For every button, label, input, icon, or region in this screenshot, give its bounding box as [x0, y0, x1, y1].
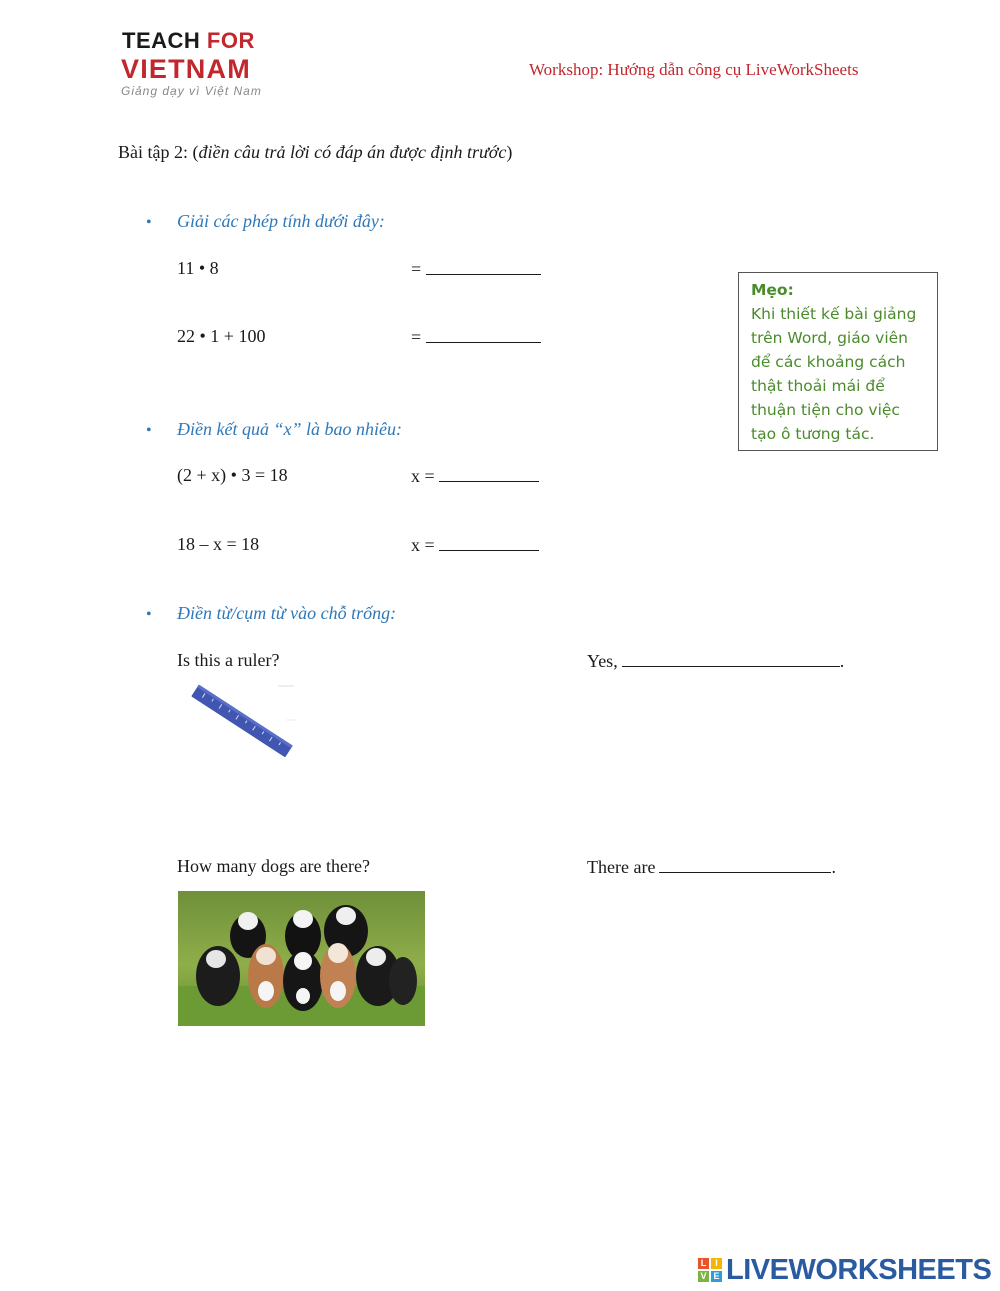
- answer-prefix: =: [411, 327, 422, 347]
- answer-row-1-1: [411, 258, 541, 280]
- tip-line: để các khoảng cách: [751, 353, 906, 371]
- answer-prefix: There are: [587, 857, 656, 877]
- bullet-2: •: [146, 422, 152, 439]
- liveworksheets-brand: LIVEWORKSHEETS: [726, 1253, 992, 1286]
- question-1-1: 11 • 8: [177, 258, 219, 278]
- section2-heading: Điền kết quả “x” là bao nhiêu:: [177, 419, 402, 439]
- dogs-photo: [178, 891, 425, 1026]
- grid-letter: V: [698, 1271, 709, 1282]
- question-3-2: How many dogs are there?: [177, 856, 370, 876]
- section3-heading: Điền từ/cụm từ vào chỗ trống:: [177, 603, 397, 623]
- answer-prefix: x =: [411, 535, 435, 555]
- answer-prefix: Yes,: [587, 651, 618, 671]
- answer-row-2-2: [411, 534, 539, 556]
- bullet-3: •: [146, 606, 152, 623]
- answer-row-1-2: [411, 326, 541, 348]
- answer-blank-1-2[interactable]: [426, 326, 541, 343]
- exercise-title: [118, 142, 512, 163]
- title-prefix: Bài tập 2: (: [118, 142, 199, 162]
- question-1-2: 22 • 1 + 100: [177, 326, 266, 346]
- tip-line: trên Word, giáo viên: [751, 329, 908, 347]
- tip-line: tạo ô tương tác.: [751, 425, 875, 443]
- answer-prefix: =: [411, 259, 422, 279]
- question-3-1: Is this a ruler?: [177, 650, 280, 670]
- ruler-icon: [186, 680, 298, 760]
- question-2-2: 18 – x = 18: [177, 534, 260, 554]
- answer-row-2-1: [411, 465, 539, 487]
- answer-blank-2-1[interactable]: [439, 465, 539, 482]
- liveworksheets-grid-icon: [698, 1258, 722, 1282]
- logo-vietnam: VIETNAM: [121, 54, 251, 84]
- section1-heading: Giải các phép tính dưới đây:: [177, 211, 385, 231]
- logo-teach: TEACH: [122, 28, 201, 53]
- answer-blank-1-1[interactable]: [426, 258, 541, 275]
- grid-letter: E: [711, 1271, 722, 1282]
- answer-blank-2-2[interactable]: [439, 534, 539, 551]
- answer-blank-3-2[interactable]: [659, 856, 831, 873]
- dogs-icon: [178, 891, 425, 1026]
- tip-line: Khi thiết kế bài giảng: [751, 305, 917, 323]
- ruler-image: [186, 680, 298, 760]
- tip-line: thật thoải mái để: [751, 377, 885, 395]
- question-2-1: (2 + x) • 3 = 18: [177, 465, 288, 485]
- liveworksheets-logo: [698, 1254, 991, 1286]
- answer-suffix: .: [839, 651, 845, 671]
- workshop-header: Workshop: Hướng dẫn công cụ LiveWorkSheets: [529, 60, 859, 79]
- logo-line-1: [122, 28, 255, 54]
- answer-row-3-1: [587, 650, 844, 672]
- tip-box: [738, 272, 938, 451]
- title-italic: điền câu trả lời có đáp án được định trước: [198, 142, 507, 162]
- tip-line: thuận tiện cho việc: [751, 401, 900, 419]
- answer-blank-3-1[interactable]: [622, 650, 840, 667]
- answer-row-3-2: [587, 856, 836, 878]
- logo-tagline: Giảng dạy vì Việt Nam: [121, 84, 262, 98]
- title-suffix: ): [506, 142, 513, 162]
- logo-for: FOR: [206, 28, 255, 53]
- grid-letter: L: [698, 1258, 709, 1269]
- tip-title: Mẹo:: [751, 281, 794, 299]
- answer-suffix: .: [831, 857, 836, 877]
- answer-prefix: x =: [411, 466, 435, 486]
- grid-letter: I: [711, 1258, 722, 1269]
- bullet-1: •: [146, 214, 152, 231]
